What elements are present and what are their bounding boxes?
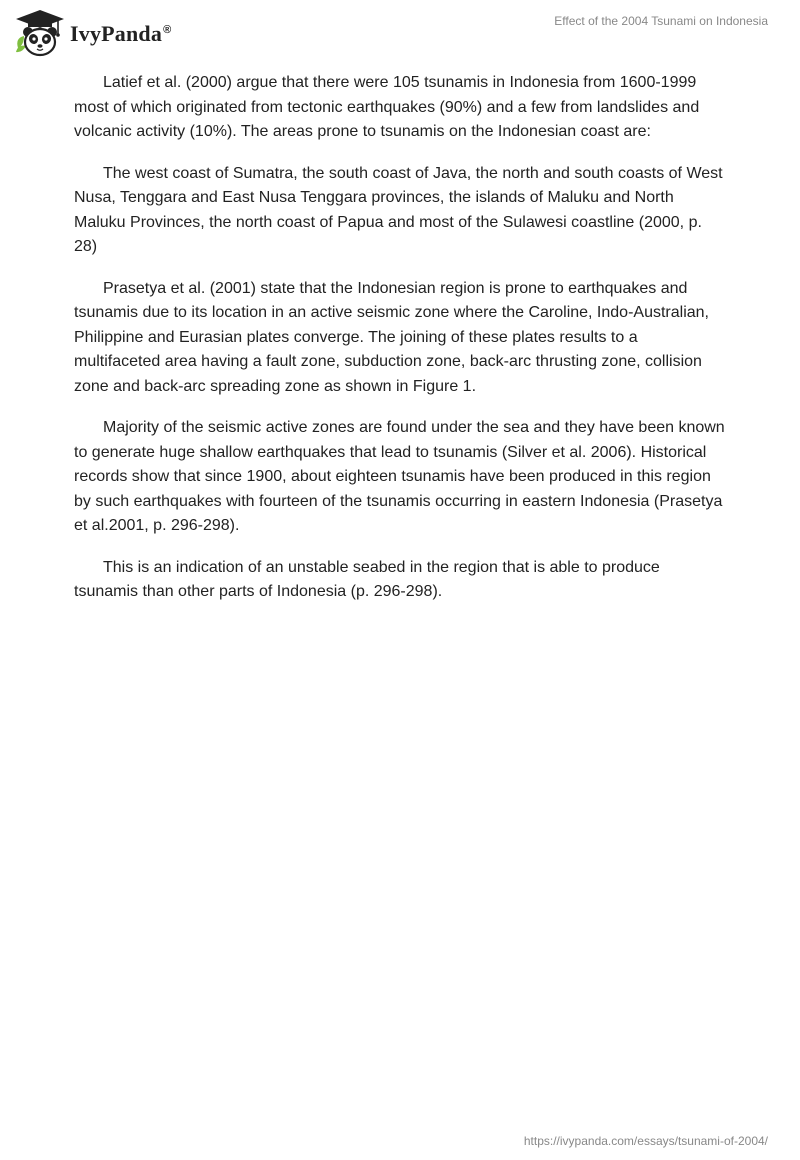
paragraph: The west coast of Sumatra, the south coast of Java, the north and south coasts of West Nusa, Tenggara and East Nusa Tenggara provinces, the islands of Maluku and North Maluku Provinces, the north coast of Papua and most of the Sulawesi coastline (2000, p. 28) xyxy=(74,164,723,255)
brand-logo[interactable] xyxy=(14,8,171,58)
source-url-link[interactable]: https://ivypanda.com/essays/tsunami-of-2004/ xyxy=(523,1134,768,1148)
panda-graduate-icon xyxy=(14,8,66,58)
paragraph: Majority of the seismic active zones are found under the sea and they have been known to generate huge shallow earthquakes that lead to tsunamis (Silver et al. 2006). Historical records show that since 1900, about eighteen tsunamis have been produced in this region by such earthquakes with fourteen of the tsunamis occurring in eastern Indonesia (Prasetya et al.2001, p. 296-298). xyxy=(74,419,725,534)
page-header xyxy=(0,0,800,60)
paragraph: This is an indication of an unstable seabed in the region that is able to produce tsunamis than other parts of Indonesia (p. 296-298). xyxy=(74,558,660,600)
brand-name: IvyPanda® xyxy=(70,21,172,46)
essay-body xyxy=(74,71,728,622)
paragraph: Prasetya et al. (2001) state that the Indonesian region is prone to earthquakes and tsunamis due to its location in an active seismic zone where the Caroline, Indo-Australian, Philippine and Eurasian plates converge. The joining of these plates results to a multifaceted area having a fault zone, subduction zone, back-arc thrusting zone, collision zone and back-arc spreading zone as shown in Figure 1. xyxy=(74,279,709,395)
paragraph: Latief et al. (2000) argue that there were 105 tsunamis in Indonesia from 1600-1999 most of which originated from tectonic earthquakes (90%) and a few from landslides and volcanic activity (10%). The areas prone to tsunamis on the Indonesian coast are: xyxy=(74,74,700,140)
document-title: Effect of the 2004 Tsunami on Indonesia xyxy=(554,14,768,28)
registered-mark: ® xyxy=(163,23,172,36)
